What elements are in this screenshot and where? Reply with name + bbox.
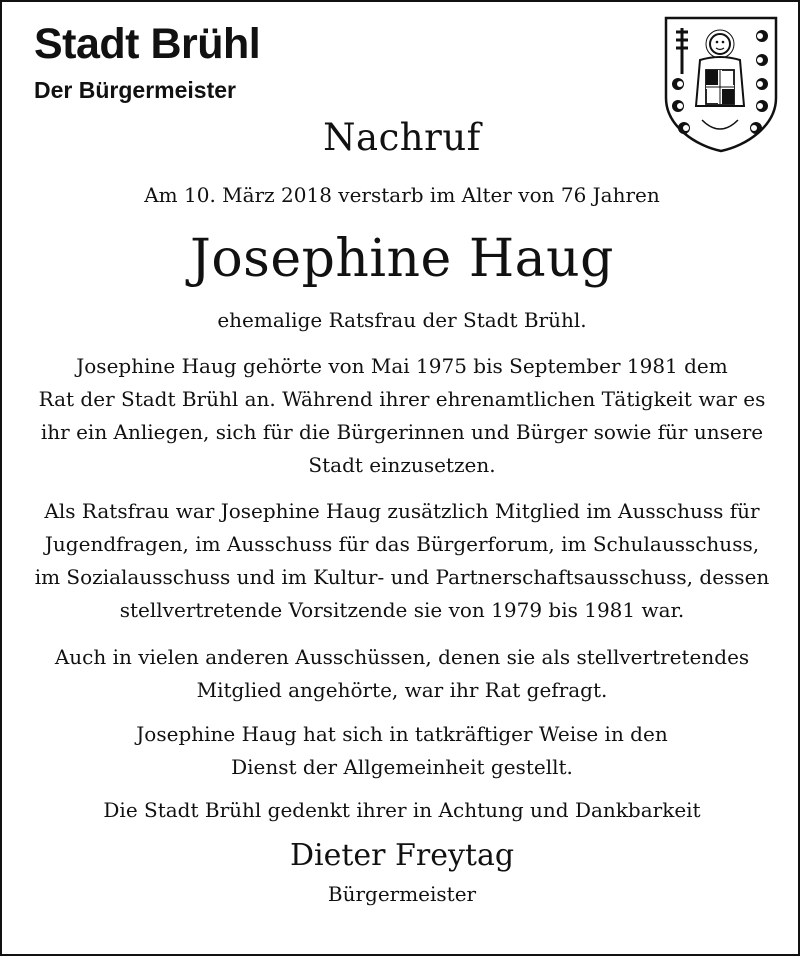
signer-title: Bürgermeister xyxy=(327,882,477,906)
paragraph-line: Josephine Haug hat sich in tatkräftiger Weise in den xyxy=(136,722,668,746)
deceased-name: Josephine Haug xyxy=(190,229,614,289)
paragraph-public-service xyxy=(2,718,800,784)
paragraph-council-membership xyxy=(2,350,800,482)
paragraph-line: Auch in vielen anderen Ausschüssen, denen sie als stellvertretendes xyxy=(54,645,750,669)
paragraph-line: Rat der Stadt Brühl an. Während ihrer ehrenamtlichen Tätigkeit war es xyxy=(38,387,766,411)
paragraph-line: im Sozialausschuss und im Kultur- und Partnerschaftsausschuss, dessen xyxy=(34,565,770,589)
deceased-role: ehemalige Ratsfrau der Stadt Brühl. xyxy=(217,308,587,332)
paragraph-line: Stadt einzusetzen. xyxy=(308,453,496,477)
paragraph-line: Josephine Haug gehörte von Mai 1975 bis September 1981 dem xyxy=(76,354,728,378)
closing-line: Die Stadt Brühl gedenkt ihrer in Achtung und Dankbarkeit xyxy=(103,798,701,822)
paragraph-line: Als Ratsfrau war Josephine Haug zusätzlich Mitglied im Ausschuss für xyxy=(44,499,760,523)
paragraph-committees xyxy=(2,495,800,627)
signer-name: Dieter Freytag xyxy=(289,838,515,873)
paragraph-line: Mitglied angehörte, war ihr Rat gefragt. xyxy=(196,678,608,702)
paragraph-line: Dienst der Allgemeinheit gestellt. xyxy=(231,755,573,779)
paragraph-other-committees xyxy=(2,641,800,707)
office-name: Der Bürgermeister xyxy=(34,77,236,103)
paragraph-line: ihr ein Anliegen, sich für die Bürgerinnen und Bürger sowie für unsere xyxy=(40,420,764,444)
paragraph-line: Jugendfragen, im Ausschuss für das Bürgerforum, im Schulausschuss, xyxy=(44,532,760,556)
city-name: Stadt Brühl xyxy=(34,20,261,68)
paragraph-line: stellvertretende Vorsitzende sie von 1979 bis 1981 war. xyxy=(119,598,685,622)
death-announcement: Am 10. März 2018 verstarb im Alter von 76 Jahren xyxy=(144,183,660,207)
obituary-heading: Nachruf xyxy=(323,116,481,159)
